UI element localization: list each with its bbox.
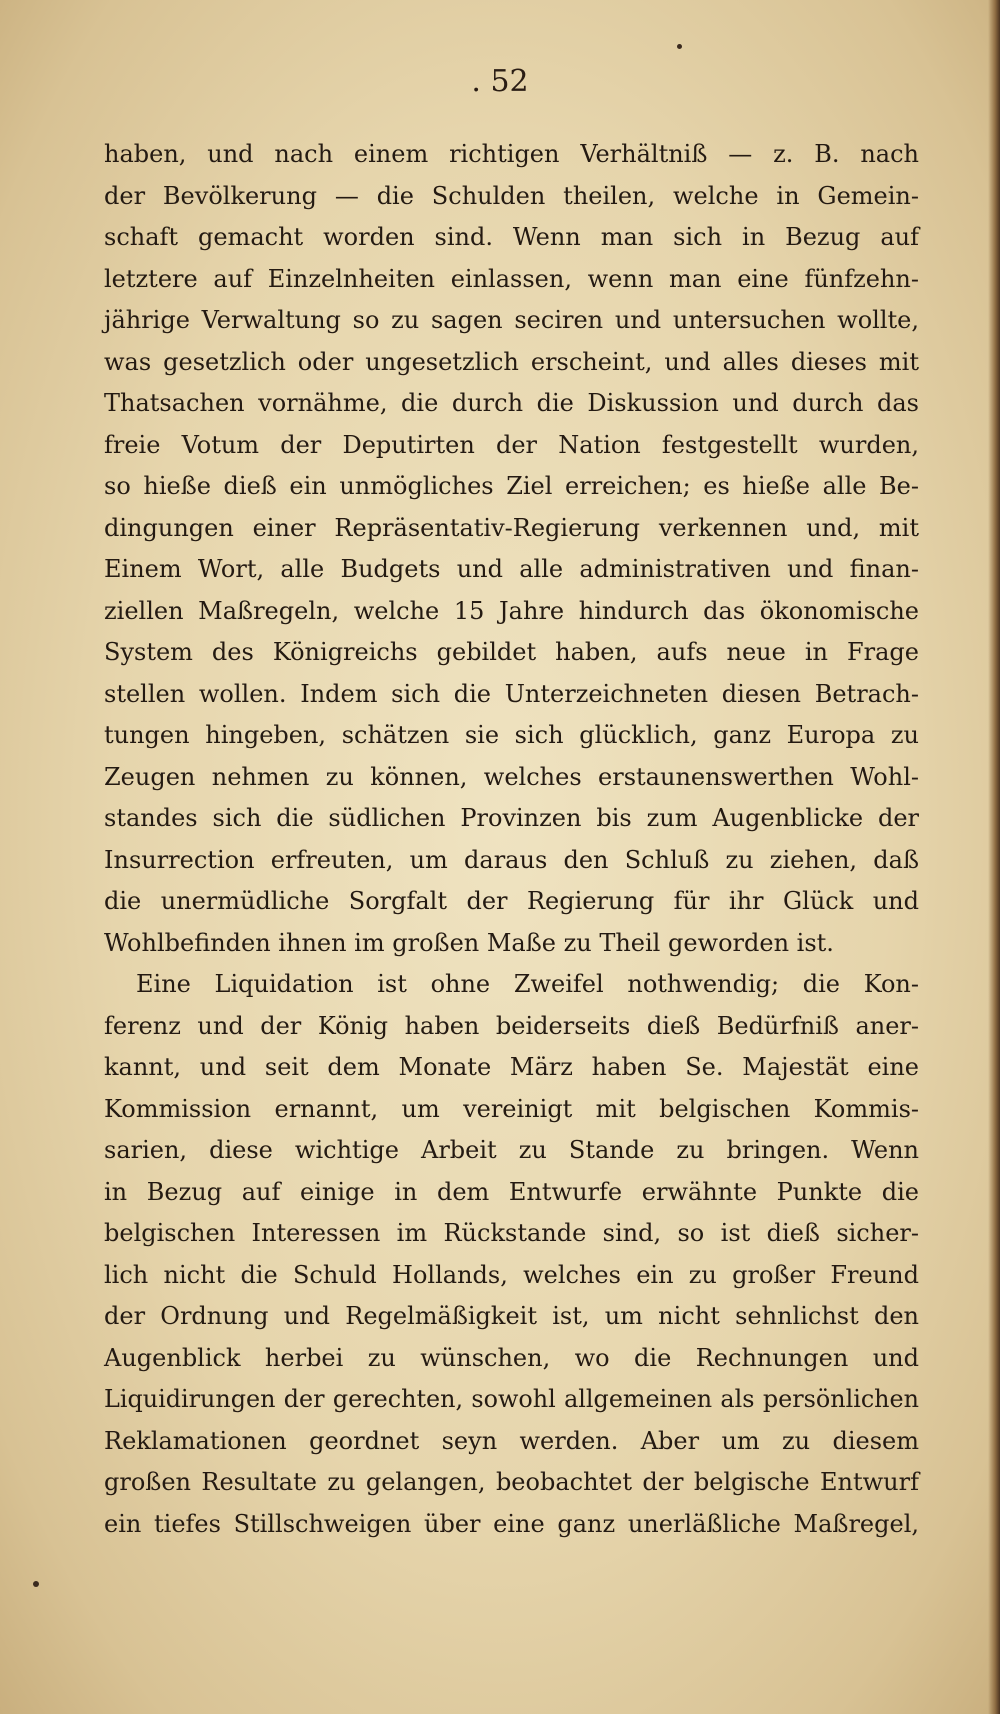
page-edge-shadow <box>988 0 1000 1714</box>
text-line: Zeugen nehmen zu können, welches erstaunenswerthen Wohl- <box>104 762 919 791</box>
text-line: Reklamationen geordnet seyn werden. Aber um zu diesem <box>104 1426 919 1455</box>
text-line: letztere auf Einzelnheiten einlassen, wenn man eine fünfzehn- <box>104 264 919 293</box>
text-line: ziellen Maßregeln, welche 15 Jahre hindurch das ökonomische <box>104 596 919 625</box>
text-line: standes sich die südlichen Provinzen bis zum Augenblicke der <box>104 804 919 832</box>
text-line: sarien, diese wichtige Arbeit zu Stande zu bringen. Wenn <box>104 1136 919 1164</box>
text-line: belgischen Interessen im Rückstande sind, so ist dieß sicher- <box>104 1219 919 1247</box>
ink-speck <box>33 1581 39 1587</box>
text-line: Wohlbefinden ihnen im großen Maße zu Theil geworden ist. <box>104 928 834 957</box>
text-line: System des Königreichs gebildet haben, aufs neue in Frage <box>104 638 919 666</box>
page-number: . 52 <box>471 64 529 99</box>
text-line: der Ordnung und Regelmäßigkeit ist, um nicht sehnlichst den <box>104 1302 919 1330</box>
text-line: die unermüdliche Sorgfalt der Regierung für ihr Glück und <box>104 887 919 915</box>
text-line: was gesetzlich oder ungesetzlich erscheint, und alles dieses mit <box>104 347 919 376</box>
text-line: stellen wollen. Indem sich die Unterzeichneten diesen Betrach- <box>104 679 919 708</box>
text-line: der Bevölkerung — die Schulden theilen, welche in Gemein- <box>104 181 919 210</box>
text-line: so hieße dieß ein unmögliches Ziel erreichen; es hieße alle Be- <box>104 472 919 500</box>
text-line: lich nicht die Schuld Hollands, welches ein zu großer Freund <box>104 1260 919 1289</box>
body-text <box>104 134 919 1545</box>
text-line: Thatsachen vornähme, die durch die Diskussion und durch das <box>104 389 919 417</box>
text-line: kannt, und seit dem Monate März haben Se. Majestät eine <box>104 1053 919 1081</box>
text-line: Augenblick herbei zu wünschen, wo die Rechnungen und <box>104 1343 919 1372</box>
text-line: haben, und nach einem richtigen Verhältniß — z. B. nach <box>104 140 919 168</box>
text-line: dingungen einer Repräsentativ-Regierung verkennen und, mit <box>104 513 919 542</box>
ink-speck <box>677 44 682 49</box>
text-line: ferenz und der König haben beiderseits dieß Bedürfniß aner- <box>104 1011 919 1040</box>
text-line: großen Resultate zu gelangen, beobachtet der belgische Entwurf <box>104 1468 919 1496</box>
text-line: Liquidirungen der gerechten, sowohl allgemeinen als persönlichen <box>104 1385 919 1413</box>
text-line: Einem Wort, alle Budgets und alle administrativen und finan- <box>104 555 919 583</box>
text-line: jährige Verwaltung so zu sagen seciren und untersuchen wollte, <box>104 306 919 334</box>
text-line: ein tiefes Stillschweigen über eine ganz unerläßliche Maßregel, <box>104 1509 919 1538</box>
text-line: Eine Liquidation ist ohne Zweifel nothwendig; die Kon- <box>136 970 919 998</box>
text-line: schaft gemacht worden sind. Wenn man sich in Bezug auf <box>104 223 919 251</box>
text-line: in Bezug auf einige in dem Entwurfe erwähnte Punkte die <box>104 1177 919 1206</box>
text-line: Insurrection erfreuten, um daraus den Schluß zu ziehen, daß <box>104 845 919 874</box>
text-line: tungen hingeben, schätzen sie sich glücklich, ganz Europa zu <box>104 721 919 749</box>
text-line: freie Votum der Deputirten der Nation festgestellt wurden, <box>104 430 919 459</box>
text-line: Kommission ernannt, um vereinigt mit belgischen Kommis- <box>104 1094 919 1123</box>
